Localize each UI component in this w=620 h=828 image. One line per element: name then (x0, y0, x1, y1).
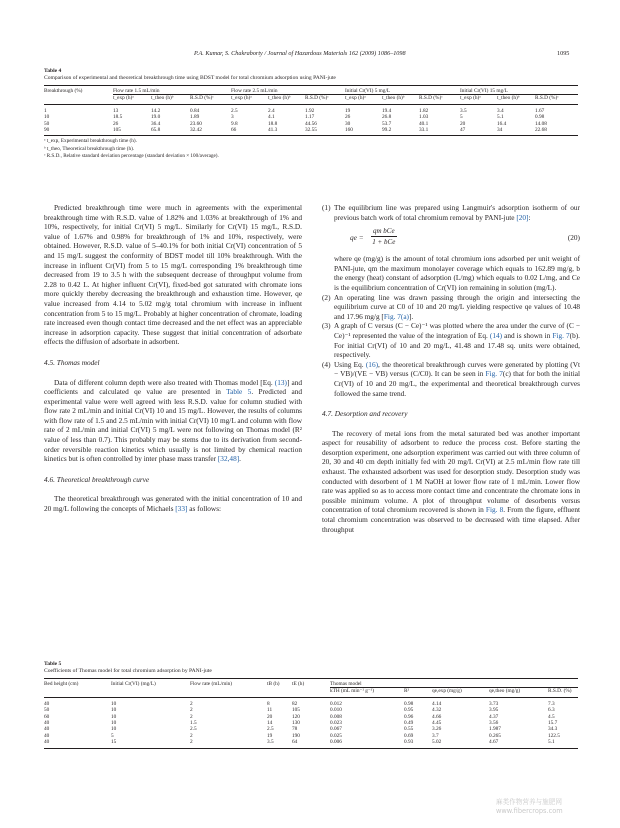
paragraph: The theoretical breakthrough was generated with the initial concentration of 10 and 20 mg/L following the concepts of Michaels [33] as follows: (44, 494, 302, 514)
table-cell: 1.82 (419, 107, 429, 114)
table-cell: 82 (292, 700, 298, 707)
table-cell: 0.010 (330, 707, 342, 714)
table-cell: 2 (190, 707, 193, 714)
paragraph: Data of different column depth were also treated with Thomas model [Eq. (13)] and coefficients and calculated qe value are presented in Table 5. Predicted and experimental value were well agreed with less R.S.D. value for column studied with flow rate 2 mL/min and initial Cr(VI) 10 and 15 mg/L. However, the results of columns with flow rate of 1.5 and 2.5 mL/min with initial Cr(VI) 10 mg/L and column with flow rate of 2 mL/min and initial Cr(VI) 5 mg/L were not following on Thomas model (R² value of less than 0.7). This probably may be stems due to its derivation from second-order reversible reaction kinetics which usually is not limited by chemical reaction kinetics but is often controlled by inter phase mass transfer [32,48]. (44, 377, 302, 464)
reference-link[interactable]: [20] (516, 212, 529, 222)
table-cell: 0.067 (330, 726, 342, 733)
section-heading-4-5: 4.5. Thomas model (44, 357, 100, 367)
table-cell: 1.987 (489, 726, 501, 733)
figure-link[interactable]: Fig. 8 (485, 505, 504, 515)
table-cell: 2 (190, 739, 267, 748)
table-cell: 20 (460, 120, 466, 127)
table-cell: 15.7 (548, 720, 558, 727)
procedure-list (322, 203, 580, 398)
table-cell: 160 (345, 127, 382, 136)
table-cell: 3.73 (489, 700, 499, 707)
table-5-caption: Coefficients of Thomas model for total chromium adsorption by PANI-jute (44, 668, 212, 674)
footnote: ᵇ t_theo, Theoretical breakthrough time (h). (44, 145, 135, 152)
table-cell: 90 (44, 127, 113, 136)
equation-20 (334, 224, 580, 252)
table-cell: 1.17 (305, 114, 315, 121)
footnote: ᶜ R.S.D., Relative standard deviation percentage (standard deviation × 100/average). (44, 152, 219, 159)
table-4-group: Initial Cr(VI) 5 mg/L (345, 86, 460, 95)
table-cell: 3.7 (432, 732, 439, 739)
table-4-subheader: t_exp (h)ᵃ (460, 95, 497, 104)
table-cell: 44.56 (305, 120, 317, 127)
table-4-footnotes (44, 138, 578, 160)
table-cell: 0.55 (404, 726, 414, 733)
running-title: P.A. Kumar, S. Chakraborty / Journal of Hazardous Materials 162 (2009) 1086–1098 (194, 50, 406, 57)
table-cell: 14.08 (535, 120, 547, 127)
table-cell: 10 (111, 726, 117, 733)
list-item: (2) An operating line was drawn passing through the origin and intersecting the equilibrium curve at C0 of 10 and 20 mg/L yielding respective qe values of 10.48 and 17.96 mg/g [Fig. 7(a)]. (322, 292, 580, 321)
table-cell: 0.98 (535, 114, 545, 121)
table-4-body (44, 104, 578, 136)
table-cell: 3.56 (489, 720, 499, 727)
table-cell: 2 (190, 713, 193, 720)
table-cell: 4.14 (432, 700, 442, 707)
table-cell: 78 (292, 726, 298, 733)
table-cell: 1.5 (190, 720, 197, 727)
equation-lhs: qe = (350, 233, 364, 243)
table-cell: 50 (44, 707, 50, 714)
table-cell: 0.49 (404, 720, 414, 727)
table-cell: 2 (190, 732, 193, 739)
table-4-subheader: R.S.D (%)ᶜ (305, 95, 345, 104)
table-5-header: tE (h) (292, 679, 330, 688)
table-cell: 0.69 (404, 732, 414, 739)
table-cell: 3.95 (489, 707, 499, 714)
table-cell: 0.96 (404, 713, 414, 720)
watermark: 麻类作物营养与施肥网 www.fibercrops.com (496, 798, 563, 815)
table-5-subheader: R.S.D. (%) (548, 688, 578, 697)
table-cell: 11 (267, 707, 273, 714)
table-cell: 5.02 (432, 739, 489, 748)
table-4-subheader: t_theo (h)ᵇ (151, 95, 190, 104)
left-column (44, 203, 302, 514)
table-cell: 19.4 (382, 107, 392, 114)
table-5-header: Bed height (cm) (44, 679, 111, 688)
list-item: (4) Using Eq. (16), the theoretical breakthrough curves were generated by plotting (Vt − VB)/(VE − VB) versus (C/C0). It can be seen in Fig. 7(c) that for both the initial Cr(VI) of 10 and 20 mg/L, the experimental and theoretical breakthrough curves followed the same trend. (322, 359, 580, 398)
table-4-group: Flow rate 2.5 mL/min (231, 86, 345, 95)
table-cell: 19 (345, 107, 351, 114)
equation-number: (20) (567, 233, 580, 243)
table-cell: 53.7 (382, 120, 392, 127)
table-cell: 4.45 (432, 720, 442, 727)
table-cell: 40.1 (419, 120, 429, 127)
table-4-title: Table 4 (44, 68, 62, 74)
table-5-subheader: R² (404, 688, 432, 697)
table-row (44, 104, 578, 114)
table-cell: 40 (44, 720, 50, 727)
table-cell: 10 (44, 114, 50, 121)
table-cell: 3.4 (497, 107, 504, 114)
table-cell: 15 (111, 739, 190, 748)
table-cell: 22.68 (535, 127, 578, 136)
table-4-subheader: t_exp (h)ᵃ (231, 95, 268, 104)
paragraph: The recovery of metal ions from the metal saturated bed was another important aspect for reusability of adsorbent to reduce the process cost. Before starting the desorption experiment, one adsorption experiment was carried out with three column of 20, 30 and 40 cm depth initially fed with 20 mg/L Cr(VI) at 2.5 mL/min flow rate till exhaust. The exhausted adsorbent was used for desorption study. Desorption study was conducted with desorbent of 1 M NaOH at lower flow rate of 1 mL/min. Lower flow rate was applied so as to access more contact time and concentrate the chromate ions in possible minimum volume. A plot of throughput volume of desorbents versus concentration of total chromium recovered is shown in Fig. 8. From the figure, effluent total chromium concentration was observed to be decreased with time elapsed. After throughput (322, 428, 580, 534)
section-heading-4-7: 4.7. Desorption and recovery (322, 409, 408, 419)
table-cell: 30 (345, 120, 351, 127)
equation-fraction (371, 226, 397, 247)
table-4-subheader: R.S.D (%)ᶜ (535, 95, 578, 104)
table-cell: 1.03 (419, 114, 429, 121)
table-4-subheader: R.S.D (%)ᶜ (190, 95, 231, 104)
table-cell: 0.84 (190, 107, 200, 114)
table-cell: 33.1 (419, 127, 460, 136)
table-cell: 0.265 (489, 732, 501, 739)
table-5-subheader: kTH (mL min⁻¹ g⁻¹) (330, 688, 404, 697)
table-cell: 40 (44, 739, 111, 748)
table-cell: 4.66 (432, 713, 442, 720)
table-cell: 0.008 (330, 713, 342, 720)
table-cell: 19 (267, 732, 273, 739)
paragraph: Predicted breakthrough time were much in agreements with the experimental breakthrough time with R.S.D. value of 1.82% and 1.03% at breakthrough of 1% and 10%, respectively, for initial Cr(VI) 5 mg/L. Similarly for Cr(VI) 15 mg/L, R.S.D. value of 1.67% and 0.98% for breakthrough of 1% and 10%, respectively, were obtained. However, R.S.D. value of 5–40.1% for both initial Cr(VI) concentration of 5 and 15 mg/L suggest the conformity of BDST model till 10% breakthrough. With the increase in influent Cr(VI) from 5 to 15 mg/L corresponding 1% breakthrough time decreased from 19 to 3.5 h with the subsequent decrease of throughput volume from 2.28 to 0.42 L. At higher influent Cr(VI), fixed-bed got saturated with chromate ions more quickly thereby decreasing the breakthrough and exhaustion time. However, qe value increased from 4.14 to 5.02 mg/g total chromium with increase in influent concentration from 5 to 15 mg/L. Probably at higher concentration of chromate, loading rate increased even though contact time decreased and the net effect was an appreciable increase in adsorption capacity. These suggest that initial concentration of adsorbate effects the diffusion of adsorbate in adsorbent. (44, 203, 302, 347)
table-5-subheader: qe,theo (mg/g) (489, 688, 548, 697)
table-cell: 16.4 (497, 120, 507, 127)
table-cell: 5.1 (497, 114, 504, 121)
table-cell: 8 (267, 700, 270, 707)
table-cell: 13 (113, 107, 119, 114)
table-5-header: Initial Cr(VI) (mg/L) (111, 679, 190, 688)
table-row (44, 127, 578, 136)
table-cell: 0.95 (404, 707, 414, 714)
table-4 (44, 68, 578, 160)
list-item: (3) A graph of C versus (C − Ce)⁻¹ was plotted where the area under the curve of (C − Ce)⁻¹ represented the value of the integration of Eq. (14) and is shown in Fig. 7(b). For initial Cr(VI) of 10 and 20 mg/L, 41.48 and 17.48 sq. units were obtained, respectively. (322, 321, 580, 360)
table-cell: 1.67 (535, 107, 545, 114)
table-cell: 99.2 (382, 127, 419, 136)
table-cell: 3.5 (460, 107, 467, 114)
equation-link[interactable]: (13) (274, 377, 287, 387)
table-link[interactable]: Table 5 (226, 387, 252, 397)
table-4-subheader: t_exp (h)ᵃ (345, 95, 382, 104)
table-cell: 2.4 (268, 107, 275, 114)
table-cell: 4.37 (489, 713, 499, 720)
table-row (44, 739, 578, 748)
table-cell: 5.1 (548, 739, 578, 748)
table-cell: 10 (111, 707, 117, 714)
table-cell: 122.5 (548, 732, 560, 739)
table-cell: 10 (111, 700, 117, 707)
table-cell: 41.3 (268, 127, 305, 136)
footnote: ᵃ t_exp, Experimental breakthrough time (h). (44, 138, 137, 145)
table-cell: 0.93 (404, 739, 432, 748)
equation-numerator: qm bCe (373, 227, 395, 236)
list-item: (1) The equilibrium line was prepared using Langmuir's adsorption isotherm of our previous batch work of total chromium removal by PANI-jute [20]: qe = qm bCe 1 + bCe (20) where qe (mg/g) is the amount of total chromium ions adsorbed per unit weight of PANI-jute, qm the maximum monolayer coverage which equals to 162.89 mg/g, b the energy (heat) constant of adsorption (L/mg) which equals to 0.02 L/mg, and Ce is the equilibrium concentration of Cr(VI) ion remaining in solution (mg/L). (322, 203, 580, 292)
table-5-header: tB (h) (267, 679, 292, 688)
page-number: 1095 (557, 50, 570, 57)
table-cell: 4.67 (489, 739, 548, 748)
table-5-header: Flow rate (mL/min) (190, 679, 267, 688)
table-cell: 14.2 (151, 107, 161, 114)
table-cell: 26 (345, 114, 351, 121)
table-cell: 4.5 (548, 713, 555, 720)
table-cell: 0.006 (330, 739, 404, 748)
table-cell: 26.8 (382, 114, 392, 121)
table-cell: 5 (460, 114, 463, 121)
equation-link[interactable]: (16) (365, 359, 379, 369)
table-cell: 105 (292, 707, 300, 714)
table-cell: 0.023 (330, 720, 342, 727)
table-cell: 1 (44, 107, 47, 114)
reference-link[interactable]: [32,48] (217, 454, 240, 464)
table-cell: 3.26 (432, 726, 442, 733)
table-4-group: Initial Cr(VI) 15 mg/L (460, 86, 578, 95)
table-cell: 10 (111, 720, 117, 727)
table-cell: 50 (44, 120, 50, 127)
table-cell: 105 (113, 127, 151, 136)
table-5-title: Table 5 (44, 661, 62, 667)
table-cell: 10 (111, 713, 117, 720)
table-cell: 2 (190, 700, 193, 707)
table-cell: 65.8 (151, 127, 190, 136)
table-cell: 36.4 (151, 120, 161, 127)
table-4-subheader: t_exp (h)ᵃ (113, 95, 151, 104)
table-5-grid (44, 678, 578, 749)
table-cell: 60 (44, 713, 50, 720)
table-cell: 19.0 (151, 114, 161, 121)
figure-link[interactable]: Fig. 7 (485, 369, 503, 379)
table-cell: 6.3 (548, 707, 555, 714)
table-4-group: Flow rate 1.5 mL/min (113, 86, 231, 95)
table-cell: 7.3 (548, 700, 555, 707)
table-row (44, 697, 578, 707)
table-cell: 64 (292, 739, 330, 748)
table-cell: 34.3 (548, 726, 558, 733)
table-4-subheader: t_theo (h)ᵇ (382, 95, 419, 104)
table-cell: 9.8 (231, 120, 238, 127)
table-4-subheader: t_theo (h)ᵇ (268, 95, 305, 104)
table-cell: 130 (292, 720, 300, 727)
table-cell: 40 (44, 700, 50, 707)
table-cell: 14 (267, 720, 273, 727)
table-5-model-group: Thomas model (330, 679, 578, 688)
table-cell: 23.60 (190, 120, 202, 127)
table-cell: 66 (231, 127, 268, 136)
table-cell: 32.55 (305, 127, 345, 136)
table-cell: 20 (267, 713, 273, 720)
table-cell: 32.42 (190, 127, 231, 136)
right-column (322, 203, 580, 534)
table-5-subheader: qe,exp (mg/g) (432, 688, 489, 697)
table-cell: 4.32 (432, 707, 442, 714)
table-cell: 47 (460, 127, 497, 136)
table-cell: 40 (44, 726, 50, 733)
table-4-subheader: R.S.D (%)ᶜ (419, 95, 460, 104)
figure-link[interactable]: Fig. 7(a) (383, 311, 409, 321)
table-cell: 3.5 (267, 739, 292, 748)
table-cell: 34 (497, 127, 535, 136)
reference-link[interactable]: [33] (175, 504, 188, 514)
table-cell: 0.98 (404, 700, 414, 707)
table-cell: 0.012 (330, 700, 342, 707)
table-5-body (44, 697, 578, 748)
table-cell: 40 (44, 732, 50, 739)
table-4-caption: Comparison of experimental and theoretical breakthrough time using BDST model for total chromium adsorption using PANI-jute (44, 75, 336, 81)
table-cell: 2.5 (267, 726, 274, 733)
table-4-subheader: t_theo (h)ᵇ (497, 95, 535, 104)
table-cell: 4.1 (268, 114, 275, 121)
table-cell: 190 (292, 732, 300, 739)
table-cell: 3 (231, 114, 234, 121)
equation-denominator: 1 + bCe (372, 238, 396, 247)
equation-link[interactable]: (14) (489, 330, 503, 340)
section-heading-4-6: 4.6. Theoretical breakthrough curve (44, 474, 150, 484)
table-cell: 1.92 (305, 107, 315, 114)
table-cell: 26 (113, 120, 119, 127)
table-cell: 5 (111, 732, 114, 739)
table-cell: 2.5 (231, 107, 238, 114)
table-cell: 18.5 (113, 114, 123, 121)
table-cell: 1.89 (190, 114, 200, 121)
table-5 (44, 661, 578, 749)
table-4-row-header: Breakthrough (%) (44, 86, 113, 95)
equation-description: where qe (mg/g) is the amount of total chromium ions adsorbed per unit weight of PANI-jute, qm the maximum monolayer coverage which equals to 162.89 mg/g, b the energy (heat) constant of adsorption (L/mg) which equals to 0.02 L/mg, and Ce is the equilibrium concentration of Cr(VI) ion remaining in solution (mg/L). (334, 254, 580, 292)
table-cell: 2.5 (190, 726, 197, 733)
table-cell: 120 (292, 713, 300, 720)
table-cell: 18.8 (268, 120, 278, 127)
figure-link[interactable]: Fig. 7 (552, 330, 570, 340)
table-4-grid (44, 85, 578, 136)
table-cell: 0.025 (330, 732, 342, 739)
